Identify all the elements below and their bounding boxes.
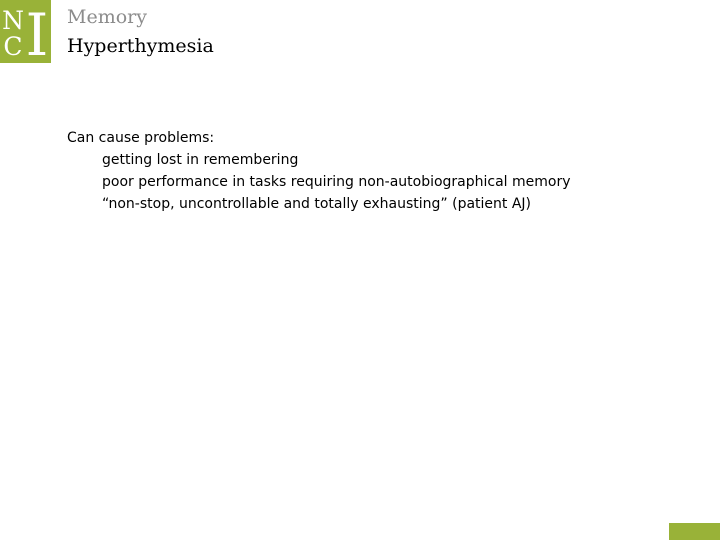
logo-mark xyxy=(0,0,51,63)
logo-letter-c: C xyxy=(3,32,23,61)
slide-body xyxy=(67,127,687,215)
list-item: “non-stop, uncontrollable and totally exhausting” (patient AJ) xyxy=(102,196,532,212)
section-title: Memory xyxy=(67,6,147,28)
list-item: getting lost in remembering xyxy=(102,152,299,168)
slide-title: Hyperthymesia xyxy=(67,35,214,57)
logo-letter-i: I xyxy=(25,1,49,63)
lead-text: Can cause problems: xyxy=(67,130,215,146)
corner-accent-bar xyxy=(669,523,720,540)
logo xyxy=(0,0,51,63)
list-item: poor performance in tasks requiring non-autobiographical memory xyxy=(102,174,571,190)
logo-letter-n: N xyxy=(2,6,24,35)
